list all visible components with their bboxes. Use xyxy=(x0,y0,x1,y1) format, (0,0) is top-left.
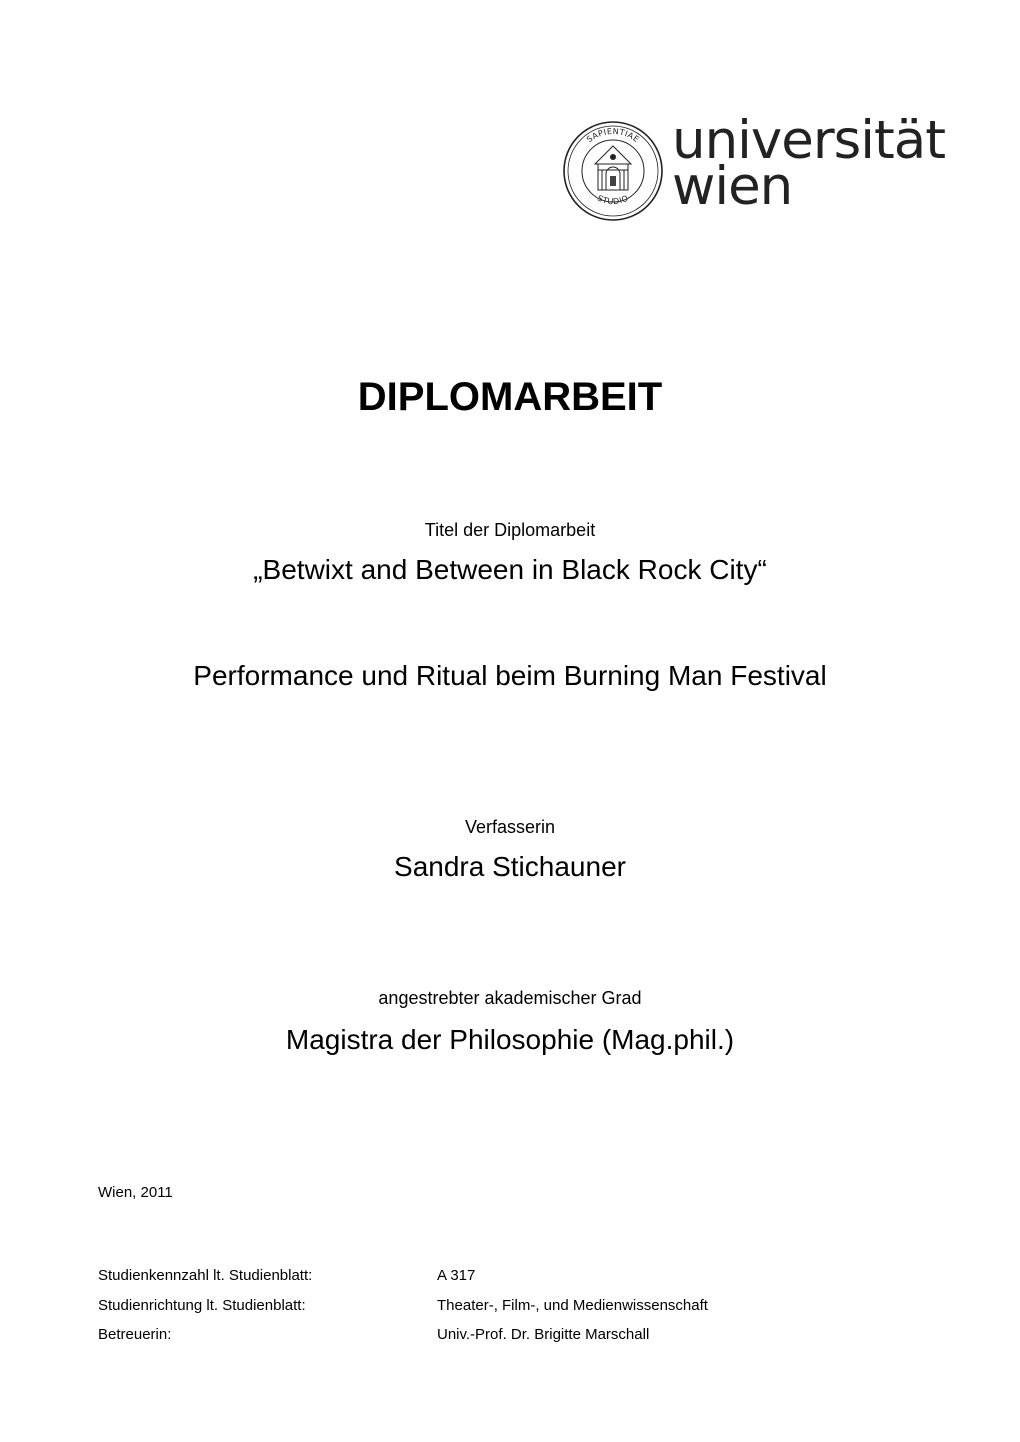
svg-text:STUDIO xyxy=(596,193,630,206)
degree-label: angestrebter akademischer Grad xyxy=(378,988,642,1008)
author-label: Verfasserin xyxy=(464,817,556,837)
title-label: Titel der Diplomarbeit xyxy=(424,520,596,540)
svg-text:SAPIENTIAE xyxy=(585,127,641,144)
meta-key: Studienkennzahl lt. Studienblatt: xyxy=(98,1267,313,1284)
meta-key: Studienrichtung lt. Studienblatt: xyxy=(98,1297,306,1314)
place-date: Wien, 2011 xyxy=(98,1184,173,1201)
meta-value: A 317 xyxy=(437,1267,476,1284)
wordmark-line-1: universität xyxy=(672,110,946,171)
wordmark-line-2: wien xyxy=(672,156,793,217)
author-name: Sandra Stichauner xyxy=(394,851,626,882)
university-logo xyxy=(562,110,946,224)
meta-key: Betreuerin: xyxy=(98,1326,172,1343)
seal-text-top: SAPIENTIAE xyxy=(585,126,641,145)
document-heading: DIPLOMARBEIT xyxy=(357,375,663,419)
thesis-title: „Betwixt and Between in Black Rock City“ xyxy=(253,554,767,585)
meta-value: Theater-, Film-, und Medienwissenschaft xyxy=(437,1297,708,1314)
seal-text-bottom: STUDIO xyxy=(596,193,630,207)
university-wordmark xyxy=(672,110,946,217)
thesis-subtitle: Performance und Ritual beim Burning Man Festival xyxy=(193,660,827,691)
meta-value: Univ.-Prof. Dr. Brigitte Marschall xyxy=(437,1326,650,1343)
university-seal-icon xyxy=(562,120,664,222)
degree-name: Magistra der Philosophie (Mag.phil.) xyxy=(285,1024,735,1055)
